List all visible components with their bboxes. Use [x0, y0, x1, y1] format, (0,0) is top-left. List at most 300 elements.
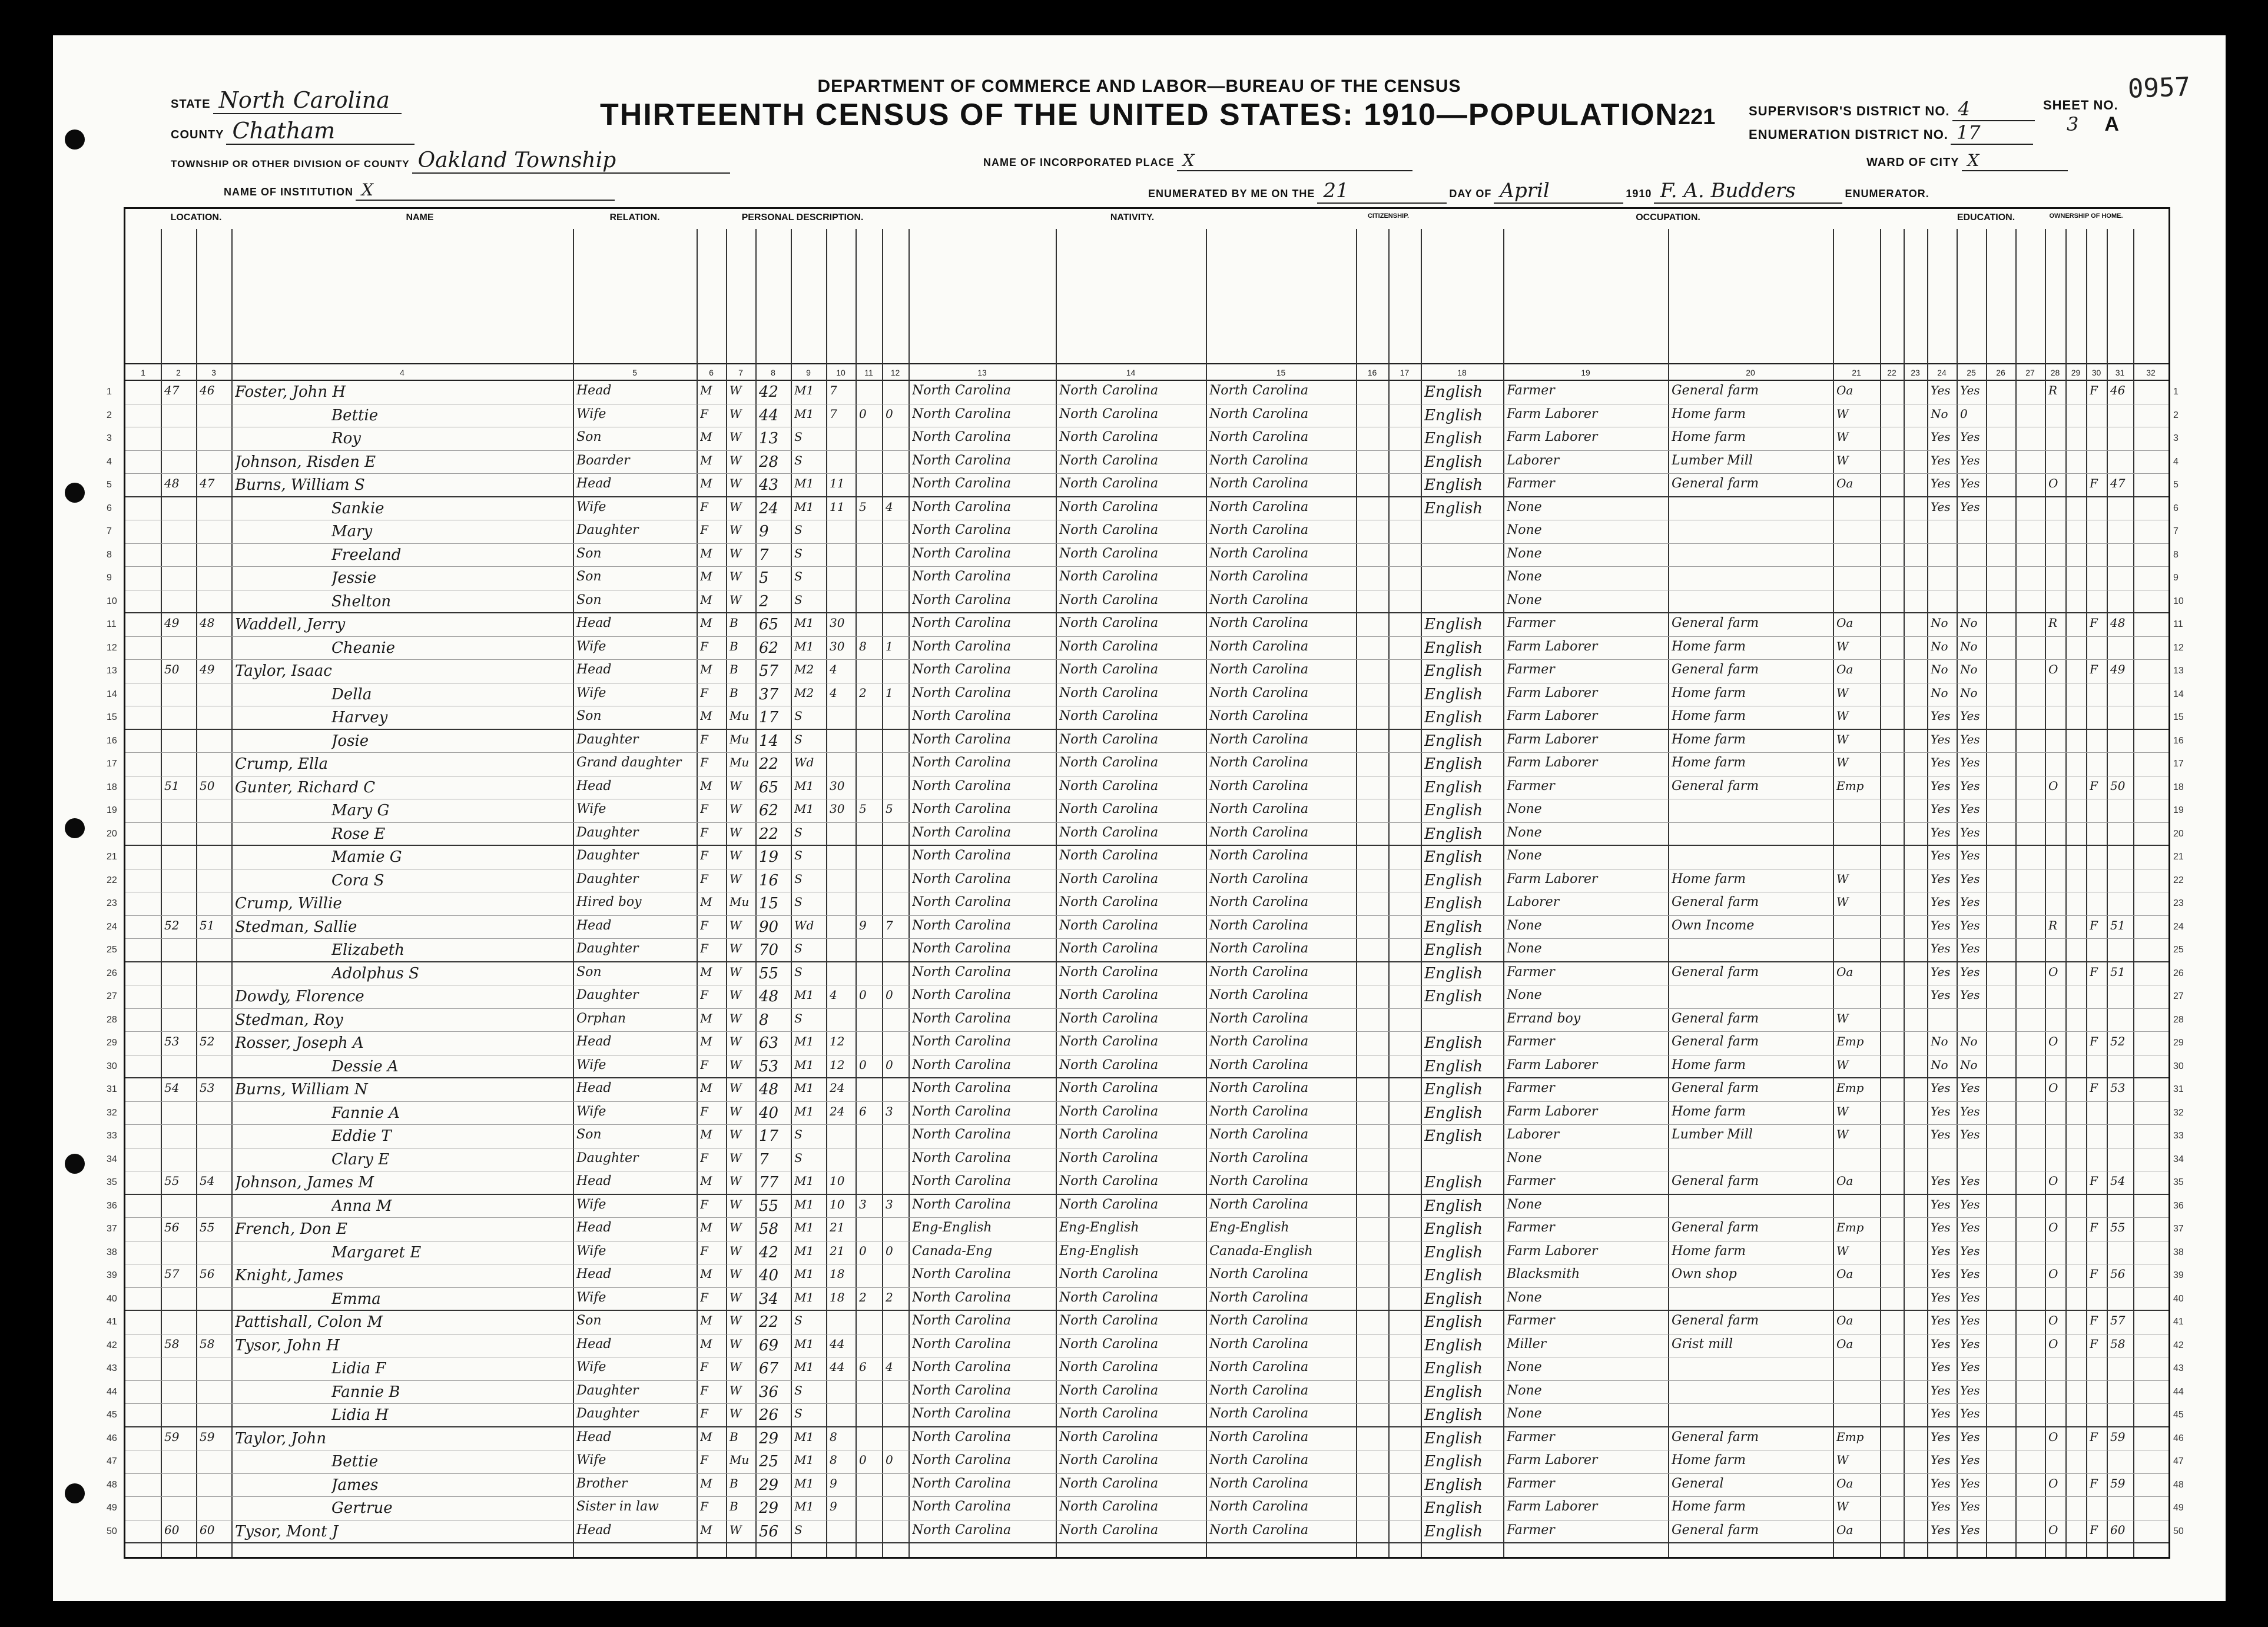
cell-read: No [1931, 616, 1948, 630]
cell-age: 7 [759, 1150, 769, 1168]
cell-name: Stedman, Roy [235, 1011, 343, 1029]
cell-mbp: North Carolina [1209, 1476, 1309, 1491]
cell-age: 40 [759, 1104, 779, 1122]
cell-sched: 57 [2110, 1313, 2126, 1327]
cell-farm: F [2090, 1476, 2098, 1490]
cell-ind: Home farm [1672, 406, 1746, 421]
cell-own: O [2048, 1081, 2058, 1095]
cell-bp: North Carolina [912, 406, 1012, 421]
cell-race: W [730, 499, 742, 514]
cell-race: W [730, 1522, 742, 1537]
cell-rel: Wife [576, 1243, 606, 1259]
cell-sex: F [700, 1243, 708, 1258]
line-number: 16 [107, 735, 117, 746]
cell-mbp: North Carolina [1209, 1057, 1309, 1073]
line-number: 18 [107, 782, 117, 792]
cell-mbp: Eng-English [1209, 1220, 1289, 1235]
cell-age: 24 [759, 499, 779, 517]
line-number: 32 [107, 1107, 117, 1118]
cell-l: 3 [886, 1104, 893, 1118]
cell-write: Yes [1960, 1267, 1980, 1281]
cell-b: 5 [859, 802, 867, 816]
cell-read: Yes [1931, 453, 1951, 467]
cell-fbp: North Carolina [1059, 964, 1159, 979]
cell-dw: 47 [164, 383, 180, 397]
table-row [107, 799, 2184, 823]
table-row [107, 753, 2184, 776]
line-number: 27 [107, 991, 117, 1001]
column-number: 24 [1937, 368, 1947, 377]
cell-name: Gunter, Richard C [235, 778, 376, 796]
cell-ind: Home farm [1672, 732, 1746, 747]
cell-read: Yes [1931, 1197, 1951, 1211]
cell-sex: F [700, 1360, 708, 1374]
column-number: 31 [2115, 368, 2125, 377]
cell-ms: M1 [794, 1453, 814, 1467]
cell-ms: M1 [794, 499, 814, 514]
cell-lang: English [1424, 1104, 1483, 1122]
line-number: 2 [2173, 410, 2179, 420]
cell-lang: English [1424, 1406, 1483, 1424]
cell-bp: North Carolina [912, 1453, 1012, 1467]
cell-name: Fannie A [331, 1104, 400, 1122]
cell-ms: M1 [794, 1081, 814, 1095]
cell-ms: S [794, 825, 803, 839]
cell-emp: Oa [1836, 383, 1853, 397]
cell-name: Cheanie [331, 639, 395, 657]
cell-name: Lidia H [331, 1406, 389, 1424]
cell-rel: Wife [576, 1453, 606, 1467]
cell-lang: English [1424, 476, 1483, 494]
cell-fbp: North Carolina [1059, 778, 1159, 793]
cell-emp: W [1836, 1499, 1849, 1513]
cell-ms: S [794, 941, 803, 955]
cell-bp: North Carolina [912, 662, 1012, 677]
cell-write: No [1960, 639, 1978, 653]
cell-name: Rose E [331, 825, 386, 843]
cell-read: Yes [1931, 755, 1951, 769]
cell-race: W [730, 1383, 742, 1397]
column-number: 28 [2050, 368, 2060, 377]
cell-name: Pattishall, Colon M [235, 1313, 383, 1331]
cell-rel: Wife [576, 802, 606, 816]
cell-write: Yes [1960, 895, 1980, 909]
cell-read: Yes [1931, 383, 1951, 397]
cell-name: James [331, 1476, 379, 1494]
cell-mbp: North Carolina [1209, 1429, 1309, 1445]
cell-lang: English [1424, 755, 1483, 773]
cell-name: Emma [331, 1290, 381, 1308]
line-number: 17 [2173, 759, 2184, 769]
cell-dw: 57 [164, 1267, 180, 1281]
table-row [107, 962, 2184, 986]
cell-race: W [730, 1057, 742, 1072]
cell-farm: F [2090, 616, 2098, 630]
cell-race: W [730, 848, 742, 862]
cell-bp: North Carolina [912, 1406, 1012, 1421]
cell-ms: S [794, 1383, 803, 1397]
line-number: 7 [107, 526, 112, 536]
cell-ind: Home farm [1672, 430, 1746, 444]
cell-write: Yes [1960, 802, 1980, 816]
cell-l: 0 [886, 406, 893, 421]
cell-name: Johnson, James M [235, 1174, 374, 1191]
cell-sex: F [700, 1290, 708, 1304]
line-number: 8 [107, 549, 112, 560]
cell-rel: Head [576, 1336, 612, 1352]
cell-name: Elizabeth [331, 941, 405, 959]
column-number: 19 [1581, 368, 1590, 377]
cell-name: Roy [331, 430, 361, 447]
column-number: 5 [632, 368, 637, 377]
cell-farm: F [2090, 1336, 2098, 1351]
cell-mbp: North Carolina [1209, 802, 1309, 816]
punch-hole [65, 1483, 85, 1503]
cell-sched: 46 [2110, 383, 2126, 397]
cell-yrs: 7 [830, 383, 837, 397]
cell-trade: None [1507, 546, 1542, 561]
cell-age: 29 [759, 1429, 779, 1447]
cell-ms: S [794, 1127, 803, 1141]
cell-own: O [2048, 1429, 2058, 1444]
cell-rel: Daughter [576, 1150, 639, 1166]
table-row [107, 567, 2179, 590]
cell-read: Yes [1931, 1220, 1951, 1234]
cell-sex: M [700, 616, 712, 630]
cell-ind: Home farm [1672, 1499, 1746, 1514]
cell-sex: M [700, 1011, 712, 1025]
cell-race: W [730, 1313, 742, 1327]
line-number: 45 [107, 1410, 117, 1420]
group-personal: PERSONAL DESCRIPTION. [741, 212, 864, 223]
cell-bp: North Carolina [912, 1197, 1012, 1212]
cell-rel: Head [576, 1267, 612, 1281]
cell-sched: 51 [2110, 918, 2126, 932]
cell-sex: F [700, 1150, 708, 1165]
cell-l: 3 [886, 1197, 893, 1211]
cell-yrs: 11 [830, 476, 845, 490]
cell-lang: English [1424, 964, 1483, 982]
cell-trade: Farmer [1507, 1081, 1555, 1095]
cell-emp: Oa [1836, 1522, 1853, 1537]
cell-ms: M1 [794, 639, 814, 653]
cell-race: W [730, 1406, 742, 1420]
line-number: 47 [107, 1456, 117, 1466]
cell-write: 0 [1960, 406, 1968, 421]
column-number: 8 [771, 368, 775, 377]
cell-emp: W [1836, 685, 1849, 700]
cell-name: Margaret E [331, 1243, 422, 1261]
line-number: 38 [107, 1247, 117, 1257]
cell-fam: 52 [200, 1034, 215, 1048]
table-row [107, 1148, 2184, 1172]
cell-bp: North Carolina [912, 1313, 1012, 1328]
table-row [107, 1218, 2184, 1241]
cell-read: Yes [1931, 1522, 1951, 1537]
cell-race: Mu [730, 755, 750, 769]
cell-sex: F [700, 1104, 708, 1118]
table-row [107, 683, 2184, 707]
cell-race: Mu [730, 732, 750, 746]
cell-emp: Oa [1836, 1313, 1853, 1327]
line-number: 8 [2173, 549, 2179, 560]
cell-age: 22 [759, 825, 779, 843]
cell-trade: Farmer [1507, 1429, 1555, 1445]
cell-bp: North Carolina [912, 1360, 1012, 1374]
cell-read: Yes [1931, 430, 1951, 444]
cell-farm: F [2090, 1081, 2098, 1095]
cell-rel: Daughter [576, 941, 639, 956]
line-number: 12 [2173, 642, 2184, 653]
cell-race: W [730, 1220, 742, 1234]
cell-sex: M [700, 1081, 712, 1095]
cell-trade: Farmer [1507, 778, 1555, 793]
cell-ms: S [794, 453, 803, 467]
cell-lang: English [1424, 709, 1483, 726]
cell-read: No [1931, 1034, 1948, 1048]
cell-rel: Sister in law [576, 1499, 659, 1514]
cell-read: Yes [1931, 1267, 1951, 1281]
cell-mbp: North Carolina [1209, 918, 1309, 933]
table-row [107, 939, 2184, 962]
cell-fbp: North Carolina [1059, 523, 1159, 537]
cell-write: No [1960, 685, 1978, 700]
cell-mbp: North Carolina [1209, 755, 1309, 770]
cell-ind: Home farm [1672, 871, 1746, 886]
cell-name: Josie [331, 732, 369, 750]
cell-lang: English [1424, 1197, 1483, 1215]
cell-age: 34 [759, 1290, 779, 1308]
cell-emp: W [1836, 1453, 1849, 1467]
cell-bp: North Carolina [912, 895, 1012, 909]
cell-trade: Farmer [1507, 1174, 1555, 1188]
cell-name: Fannie B [331, 1383, 400, 1401]
cell-age: 55 [759, 964, 779, 982]
cell-fam: 51 [200, 918, 215, 932]
cell-sex: F [700, 685, 708, 700]
cell-ms: S [794, 523, 803, 537]
cell-lang: English [1424, 1313, 1483, 1331]
cell-fbp: North Carolina [1059, 546, 1159, 561]
incorporated-value: X [1177, 151, 1412, 171]
group-citizenship: CITIZENSHIP. [1367, 212, 1410, 220]
cell-fbp: North Carolina [1059, 662, 1159, 677]
cell-fbp: Eng-English [1059, 1220, 1139, 1235]
cell-ms: M1 [794, 1360, 814, 1374]
cell-trade: None [1507, 1360, 1542, 1374]
line-number: 50 [2173, 1526, 2184, 1536]
line-number: 1 [2173, 387, 2179, 397]
cell-emp: Oa [1836, 616, 1853, 630]
cell-lang: English [1424, 988, 1483, 1005]
cell-trade: None [1507, 988, 1542, 1002]
cell-ind: General farm [1672, 383, 1759, 398]
line-number: 32 [2173, 1107, 2184, 1118]
cell-l: 2 [886, 1290, 893, 1304]
cell-age: 22 [759, 755, 779, 773]
line-number: 14 [107, 689, 117, 699]
line-number: 43 [107, 1363, 117, 1373]
cell-bp: North Carolina [912, 1081, 1012, 1095]
table-row [107, 1404, 2184, 1427]
cell-sex: F [700, 499, 708, 514]
cell-emp: Oa [1836, 1336, 1853, 1351]
cell-rel: Daughter [576, 1406, 639, 1421]
cell-mbp: North Carolina [1209, 523, 1309, 537]
cell-write: Yes [1960, 709, 1980, 723]
cell-rel: Son [576, 546, 602, 561]
cell-sex: M [700, 1522, 712, 1537]
enumeration-value: 17 [1951, 121, 2033, 145]
cell-farm: F [2090, 1313, 2098, 1327]
cell-write: Yes [1960, 1429, 1980, 1444]
cell-rel: Grand daughter [576, 755, 682, 770]
cell-age: 70 [759, 941, 779, 959]
cell-write: Yes [1960, 1406, 1980, 1420]
cell-name: Knight, James [235, 1267, 344, 1284]
cell-mbp: North Carolina [1209, 1336, 1309, 1352]
cell-lang: English [1424, 848, 1483, 866]
cell-lang: English [1424, 871, 1483, 889]
line-number: 39 [2173, 1270, 2184, 1280]
cell-read: Yes [1931, 918, 1951, 932]
supervisor-field: SUPERVISOR'S DISTRICT NO. 4 [1749, 98, 2035, 121]
cell-trade: Farmer [1507, 616, 1555, 630]
line-number: 46 [2173, 1433, 2184, 1443]
line-number: 22 [107, 875, 117, 885]
cell-ms: S [794, 895, 803, 909]
cell-lang: English [1424, 406, 1483, 424]
cell-age: 9 [759, 523, 769, 540]
cell-bp: North Carolina [912, 1011, 1012, 1026]
cell-trade: Farmer [1507, 662, 1555, 677]
cell-ms: M1 [794, 1476, 814, 1490]
cell-age: 36 [759, 1383, 779, 1401]
cell-lang: English [1424, 918, 1483, 936]
cell-lang: English [1424, 662, 1483, 680]
cell-yrs: 4 [830, 685, 837, 700]
cell-bp: North Carolina [912, 709, 1012, 723]
line-number: 9 [2173, 573, 2179, 583]
table-row [107, 660, 2184, 683]
cell-race: B [730, 616, 738, 630]
cell-fam: 60 [200, 1522, 215, 1537]
cell-read: Yes [1931, 941, 1951, 955]
cell-mbp: North Carolina [1209, 1522, 1309, 1538]
line-number: 35 [2173, 1177, 2184, 1187]
cell-b: 2 [859, 1290, 867, 1304]
county-field: COUNTY Chatham [171, 118, 415, 145]
cell-fbp: North Carolina [1059, 430, 1159, 444]
cell-trade: Farm Laborer [1507, 685, 1598, 700]
cell-sex: M [700, 592, 712, 607]
cell-name: Sankie [331, 499, 384, 517]
cell-ind: Own Income [1672, 918, 1755, 933]
cell-read: Yes [1931, 1476, 1951, 1490]
sheet-value: 3 [2067, 113, 2079, 135]
cell-race: W [730, 1360, 742, 1374]
line-number: 24 [107, 921, 117, 932]
cell-lang: English [1424, 1290, 1483, 1308]
cell-fbp: North Carolina [1059, 1313, 1159, 1328]
table-row [107, 846, 2184, 869]
column-number: 29 [2071, 368, 2081, 377]
cell-fbp: North Carolina [1059, 1150, 1159, 1166]
cell-fam: 53 [200, 1081, 215, 1095]
cell-bp: North Carolina [912, 592, 1012, 607]
cell-read: No [1931, 1057, 1948, 1072]
cell-fbp: North Carolina [1059, 732, 1159, 747]
line-number: 33 [107, 1131, 117, 1141]
table-row [107, 869, 2184, 893]
cell-emp: Emp [1836, 778, 1864, 793]
cell-write: Yes [1960, 1197, 1980, 1211]
cell-farm: F [2090, 383, 2098, 397]
cell-mbp: North Carolina [1209, 1453, 1309, 1467]
cell-age: 26 [759, 1406, 779, 1424]
cell-mbp: North Carolina [1209, 662, 1309, 677]
cell-bp: North Carolina [912, 1057, 1012, 1073]
cell-race: Mu [730, 895, 750, 909]
cell-mbp: North Carolina [1209, 1267, 1309, 1281]
cell-trade: Miller [1507, 1336, 1547, 1352]
cell-mbp: North Carolina [1209, 964, 1309, 979]
cell-age: 44 [759, 406, 779, 424]
table-row [107, 427, 2179, 451]
cell-sex: F [700, 732, 708, 746]
cell-age: 55 [759, 1197, 779, 1215]
cell-fam: 54 [200, 1174, 215, 1188]
cell-race: W [730, 1267, 742, 1281]
cell-sex: M [700, 1267, 712, 1281]
column-number: 7 [738, 368, 743, 377]
line-number: 18 [2173, 782, 2184, 792]
cell-trade: None [1507, 1197, 1542, 1212]
cell-fbp: North Carolina [1059, 825, 1159, 840]
cell-yrs: 18 [830, 1290, 845, 1304]
cell-race: W [730, 1150, 742, 1165]
cell-read: Yes [1931, 848, 1951, 862]
cell-name: Tysor, Mont J [235, 1522, 339, 1540]
cell-lang: English [1424, 453, 1483, 471]
cell-mbp: Canada-English [1209, 1243, 1313, 1259]
cell-write: Yes [1960, 1243, 1980, 1258]
line-number: 30 [2173, 1061, 2184, 1071]
cell-yrs: 21 [830, 1243, 845, 1258]
cell-farm: F [2090, 1034, 2098, 1048]
cell-age: 17 [759, 709, 779, 726]
cell-race: W [730, 778, 742, 793]
cell-l: 4 [886, 1360, 893, 1374]
line-number: 41 [2173, 1317, 2184, 1327]
cell-age: 16 [759, 871, 779, 889]
cell-yrs: 11 [830, 499, 845, 514]
cell-sex: M [700, 569, 712, 583]
cell-rel: Son [576, 709, 602, 723]
cell-sched: 55 [2110, 1220, 2126, 1234]
line-number: 49 [107, 1503, 117, 1513]
cell-own: O [2048, 778, 2058, 793]
sheet-field: SHEET NO. 3 A [2043, 98, 2120, 135]
cell-fbp: North Carolina [1059, 1499, 1159, 1514]
cell-lang: English [1424, 941, 1483, 959]
cell-dw: 53 [164, 1034, 180, 1048]
cell-l: 0 [886, 1057, 893, 1072]
cell-lang: English [1424, 1499, 1483, 1517]
line-number: 21 [2173, 852, 2184, 862]
cell-l: 0 [886, 988, 893, 1002]
enumeration-field: ENUMERATION DISTRICT NO. 17 [1749, 121, 2033, 145]
